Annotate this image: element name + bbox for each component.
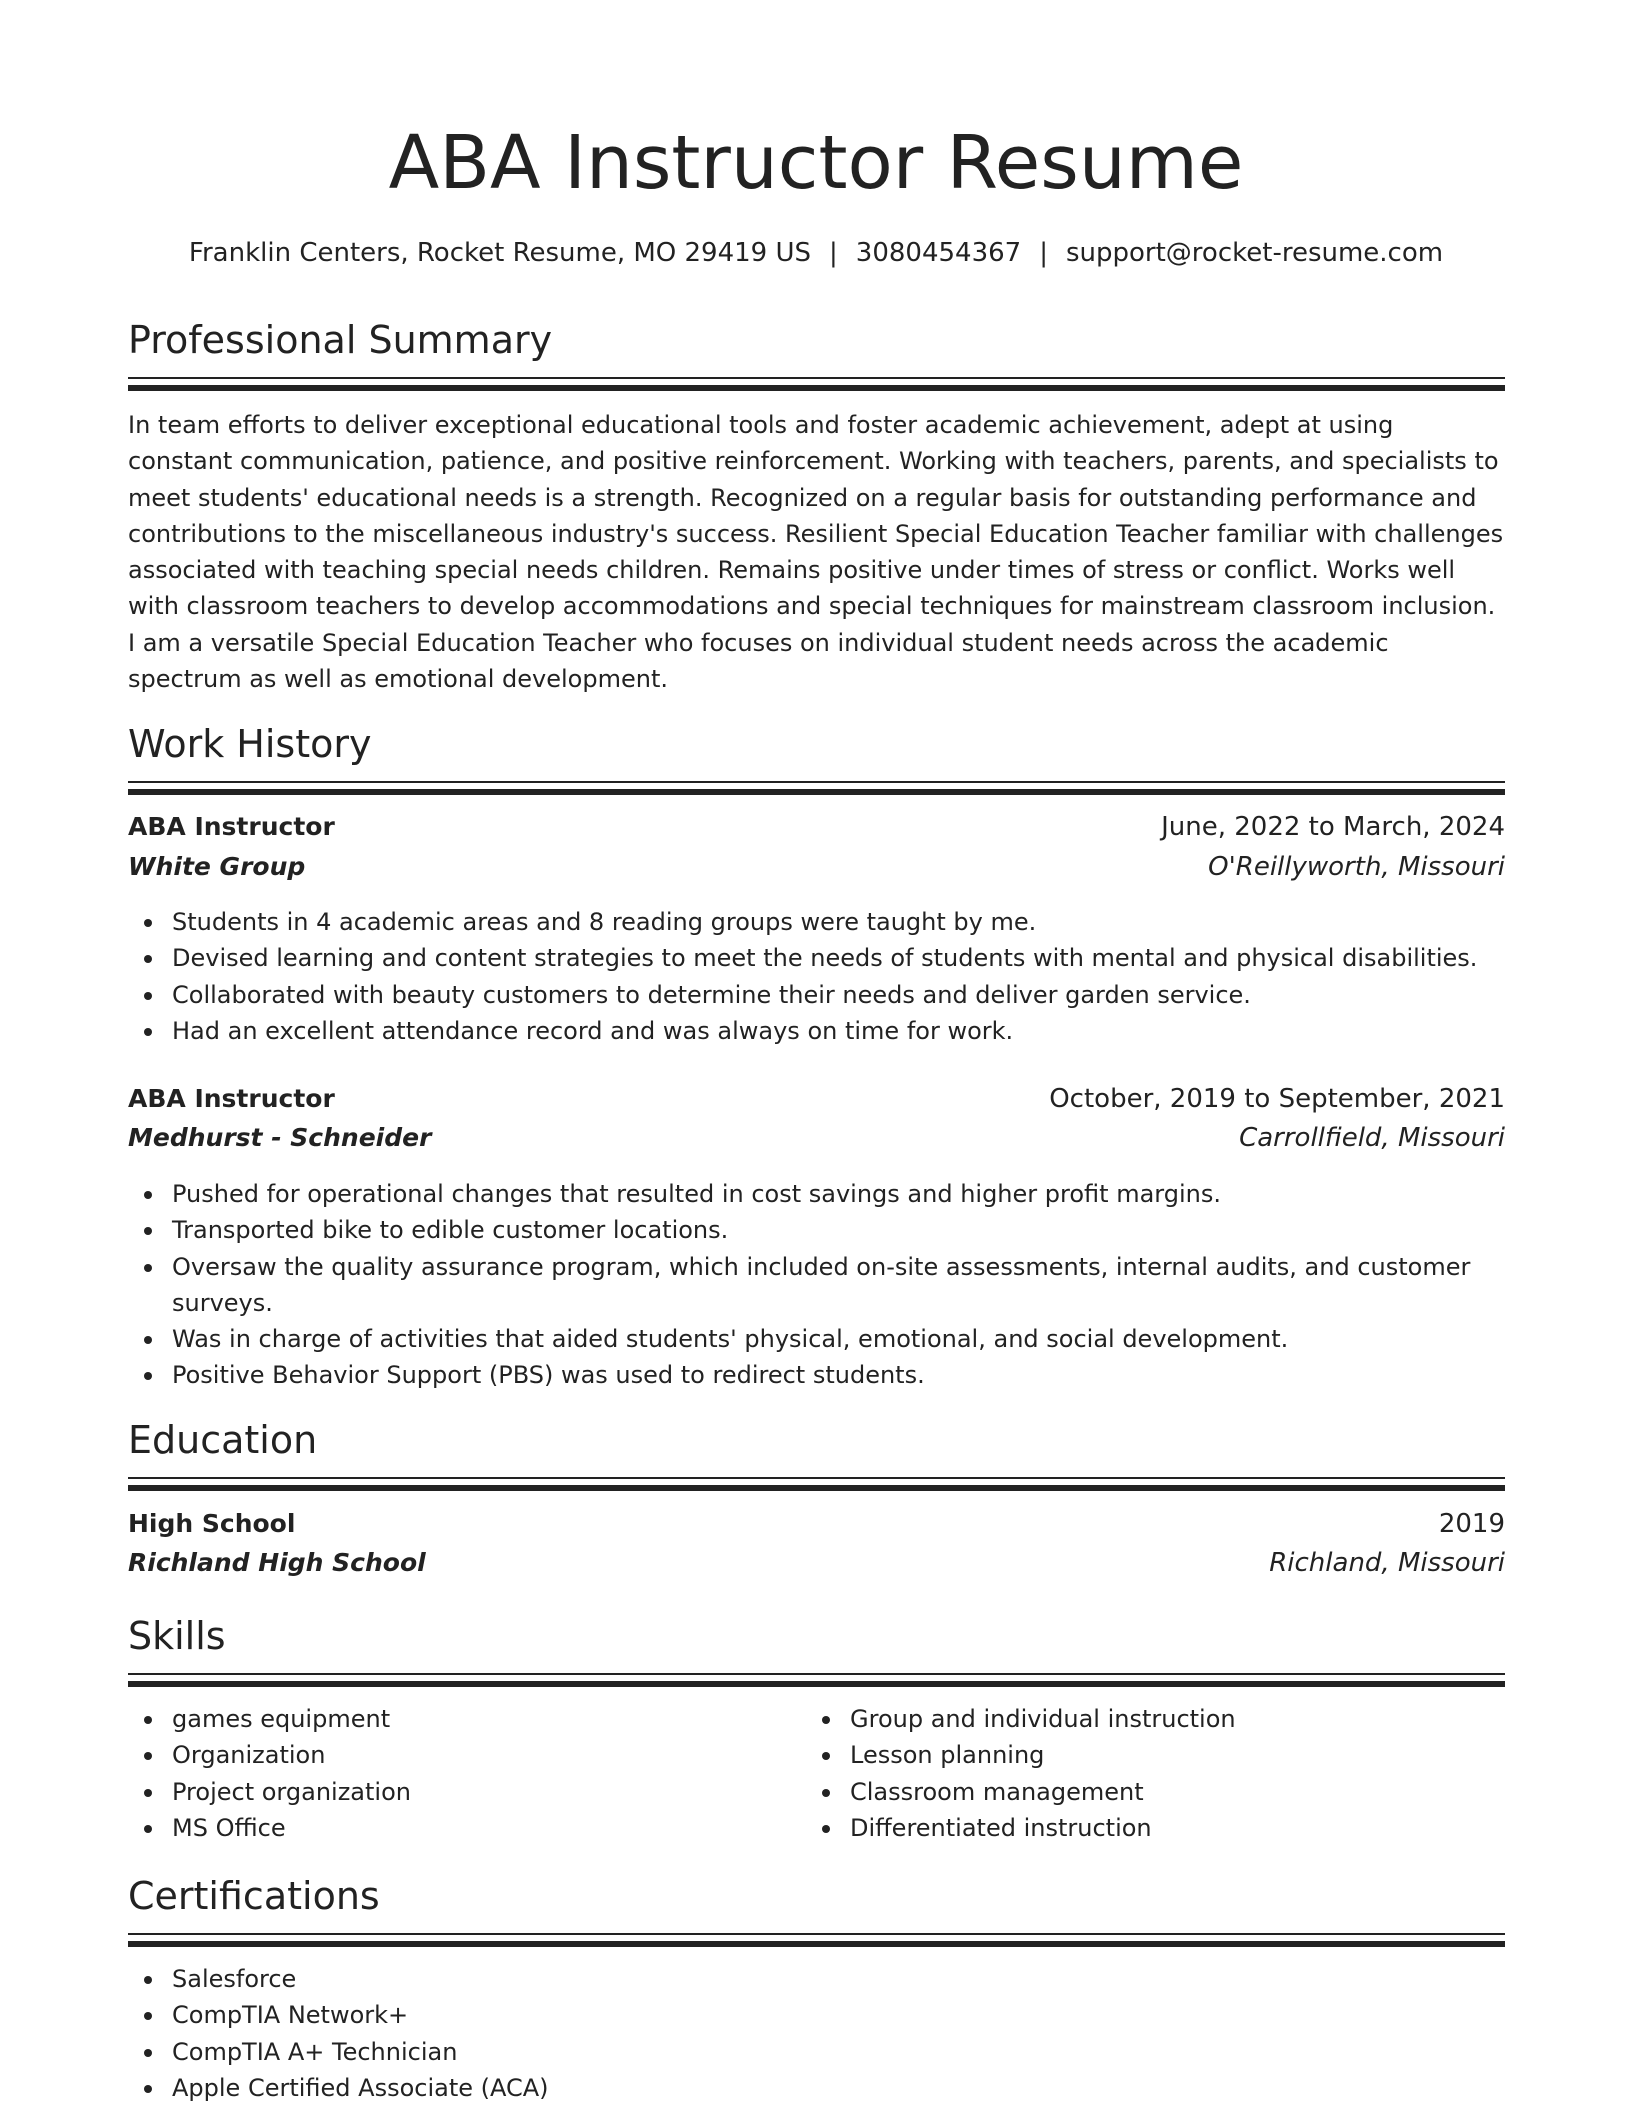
list-item: Classroom management: [806, 1774, 1466, 1810]
job-company: Medhurst - Schneider: [128, 1123, 432, 1152]
address: Franklin Centers, Rocket Resume, MO 29419 US: [188, 238, 812, 268]
job-duties-list: [128, 904, 1505, 1049]
section-rule: [128, 1941, 1505, 1947]
list-item: MS Office: [128, 1810, 788, 1846]
graduation-year: 2019: [1438, 1509, 1505, 1539]
section-rule: [128, 1673, 1505, 1675]
education-subheader: [128, 1548, 1505, 1584]
section-rule: [128, 781, 1505, 783]
list-item: Transported bike to edible customer locations.: [128, 1212, 1505, 1248]
summary-text: In team efforts to deliver exceptional educational tools and foster academic achievement, adept at using constant communication, patience, and positive reinforcement. Working with teachers, parents, and specialists to meet students' educational needs is a strength. Recognized on a regular basis for outstanding performance and contributions to the miscellaneous industry's success. Resilient Special Education Teacher familiar with challenges associated with teaching special needs children. Remains positive under times of stress or conflict. Works well with classroom teachers to develop accommodations and special techniques for mainstream classroom inclusion. I am a versatile Special Education Teacher who focuses on individual student needs across the academic spectrum as well as emotional development.: [128, 411, 1504, 694]
job-title: ABA Instructor: [128, 812, 335, 841]
degree: High School: [128, 1509, 296, 1538]
section-rule: [128, 1681, 1505, 1687]
list-item: Apple Certified Associate (ACA): [128, 2070, 1505, 2106]
job-title: ABA Instructor: [128, 1084, 335, 1113]
job-duties-list: [128, 1176, 1505, 1394]
job-subheader: [128, 1123, 1505, 1159]
section-rule: [128, 377, 1505, 379]
job-location: O'Reillyworth, Missouri: [1208, 852, 1505, 882]
job-dates: June, 2022 to March, 2024: [1161, 812, 1505, 842]
section-rule: [128, 789, 1505, 795]
list-item: games equipment: [128, 1701, 788, 1737]
job-dates: October, 2019 to September, 2021: [1049, 1084, 1505, 1114]
list-item: Positive Behavior Support (PBS) was used to redirect students.: [128, 1357, 1505, 1393]
email: support@rocket-resume.com: [1065, 238, 1444, 268]
list-item: Pushed for operational changes that resulted in cost savings and higher profit margins.: [128, 1176, 1505, 1212]
contact-line: [0, 238, 1632, 268]
section-rule: [128, 1477, 1505, 1479]
list-item: Had an excellent attendance record and was always on time for work.: [128, 1013, 1505, 1049]
section-heading-certifications: Certifications: [128, 1874, 380, 1918]
certifications-list: [128, 1961, 1505, 2106]
job-location: Carrollfield, Missouri: [1239, 1123, 1505, 1153]
list-item: CompTIA A+ Technician: [128, 2034, 1505, 2070]
resume-title: ABA Instructor Resume: [388, 120, 1244, 206]
job-company: White Group: [128, 852, 306, 881]
phone: 3080454367: [855, 238, 1022, 268]
contact-separator: |: [829, 238, 838, 268]
list-item: Differentiated instruction: [806, 1810, 1466, 1846]
section-heading-skills: Skills: [128, 1614, 226, 1658]
list-item: Was in charge of activities that aided students' physical, emotional, and social development.: [128, 1321, 1505, 1357]
education-header: [128, 1509, 1505, 1545]
skills-list-right: [806, 1701, 1466, 1846]
section-rule: [128, 1933, 1505, 1935]
job-header: [128, 1084, 1505, 1120]
list-item: Devised learning and content strategies to meet the needs of students with mental and physical disabilities.: [128, 940, 1505, 976]
list-item: Organization: [128, 1737, 788, 1773]
job-subheader: [128, 852, 1505, 888]
list-item: Oversaw the quality assurance program, which included on-site assessments, internal audits, and customer surveys.: [128, 1249, 1505, 1322]
list-item: Lesson planning: [806, 1737, 1466, 1773]
section-heading-work: Work History: [128, 722, 372, 766]
list-item: Group and individual instruction: [806, 1701, 1466, 1737]
job-header: [128, 812, 1505, 848]
skills-list-left: [128, 1701, 788, 1846]
section-rule: [128, 1485, 1505, 1491]
section-rule: [128, 385, 1505, 391]
list-item: CompTIA Network+: [128, 1997, 1505, 2033]
list-item: Collaborated with beauty customers to determine their needs and deliver garden service.: [128, 977, 1505, 1013]
school-name: Richland High School: [128, 1548, 426, 1577]
list-item: Project organization: [128, 1774, 788, 1810]
school-location: Richland, Missouri: [1269, 1548, 1505, 1578]
section-heading-summary: Professional Summary: [128, 318, 553, 362]
list-item: Students in 4 academic areas and 8 reading groups were taught by me.: [128, 904, 1505, 940]
section-heading-education: Education: [128, 1418, 318, 1462]
list-item: Salesforce: [128, 1961, 1505, 1997]
contact-separator: |: [1039, 238, 1048, 268]
